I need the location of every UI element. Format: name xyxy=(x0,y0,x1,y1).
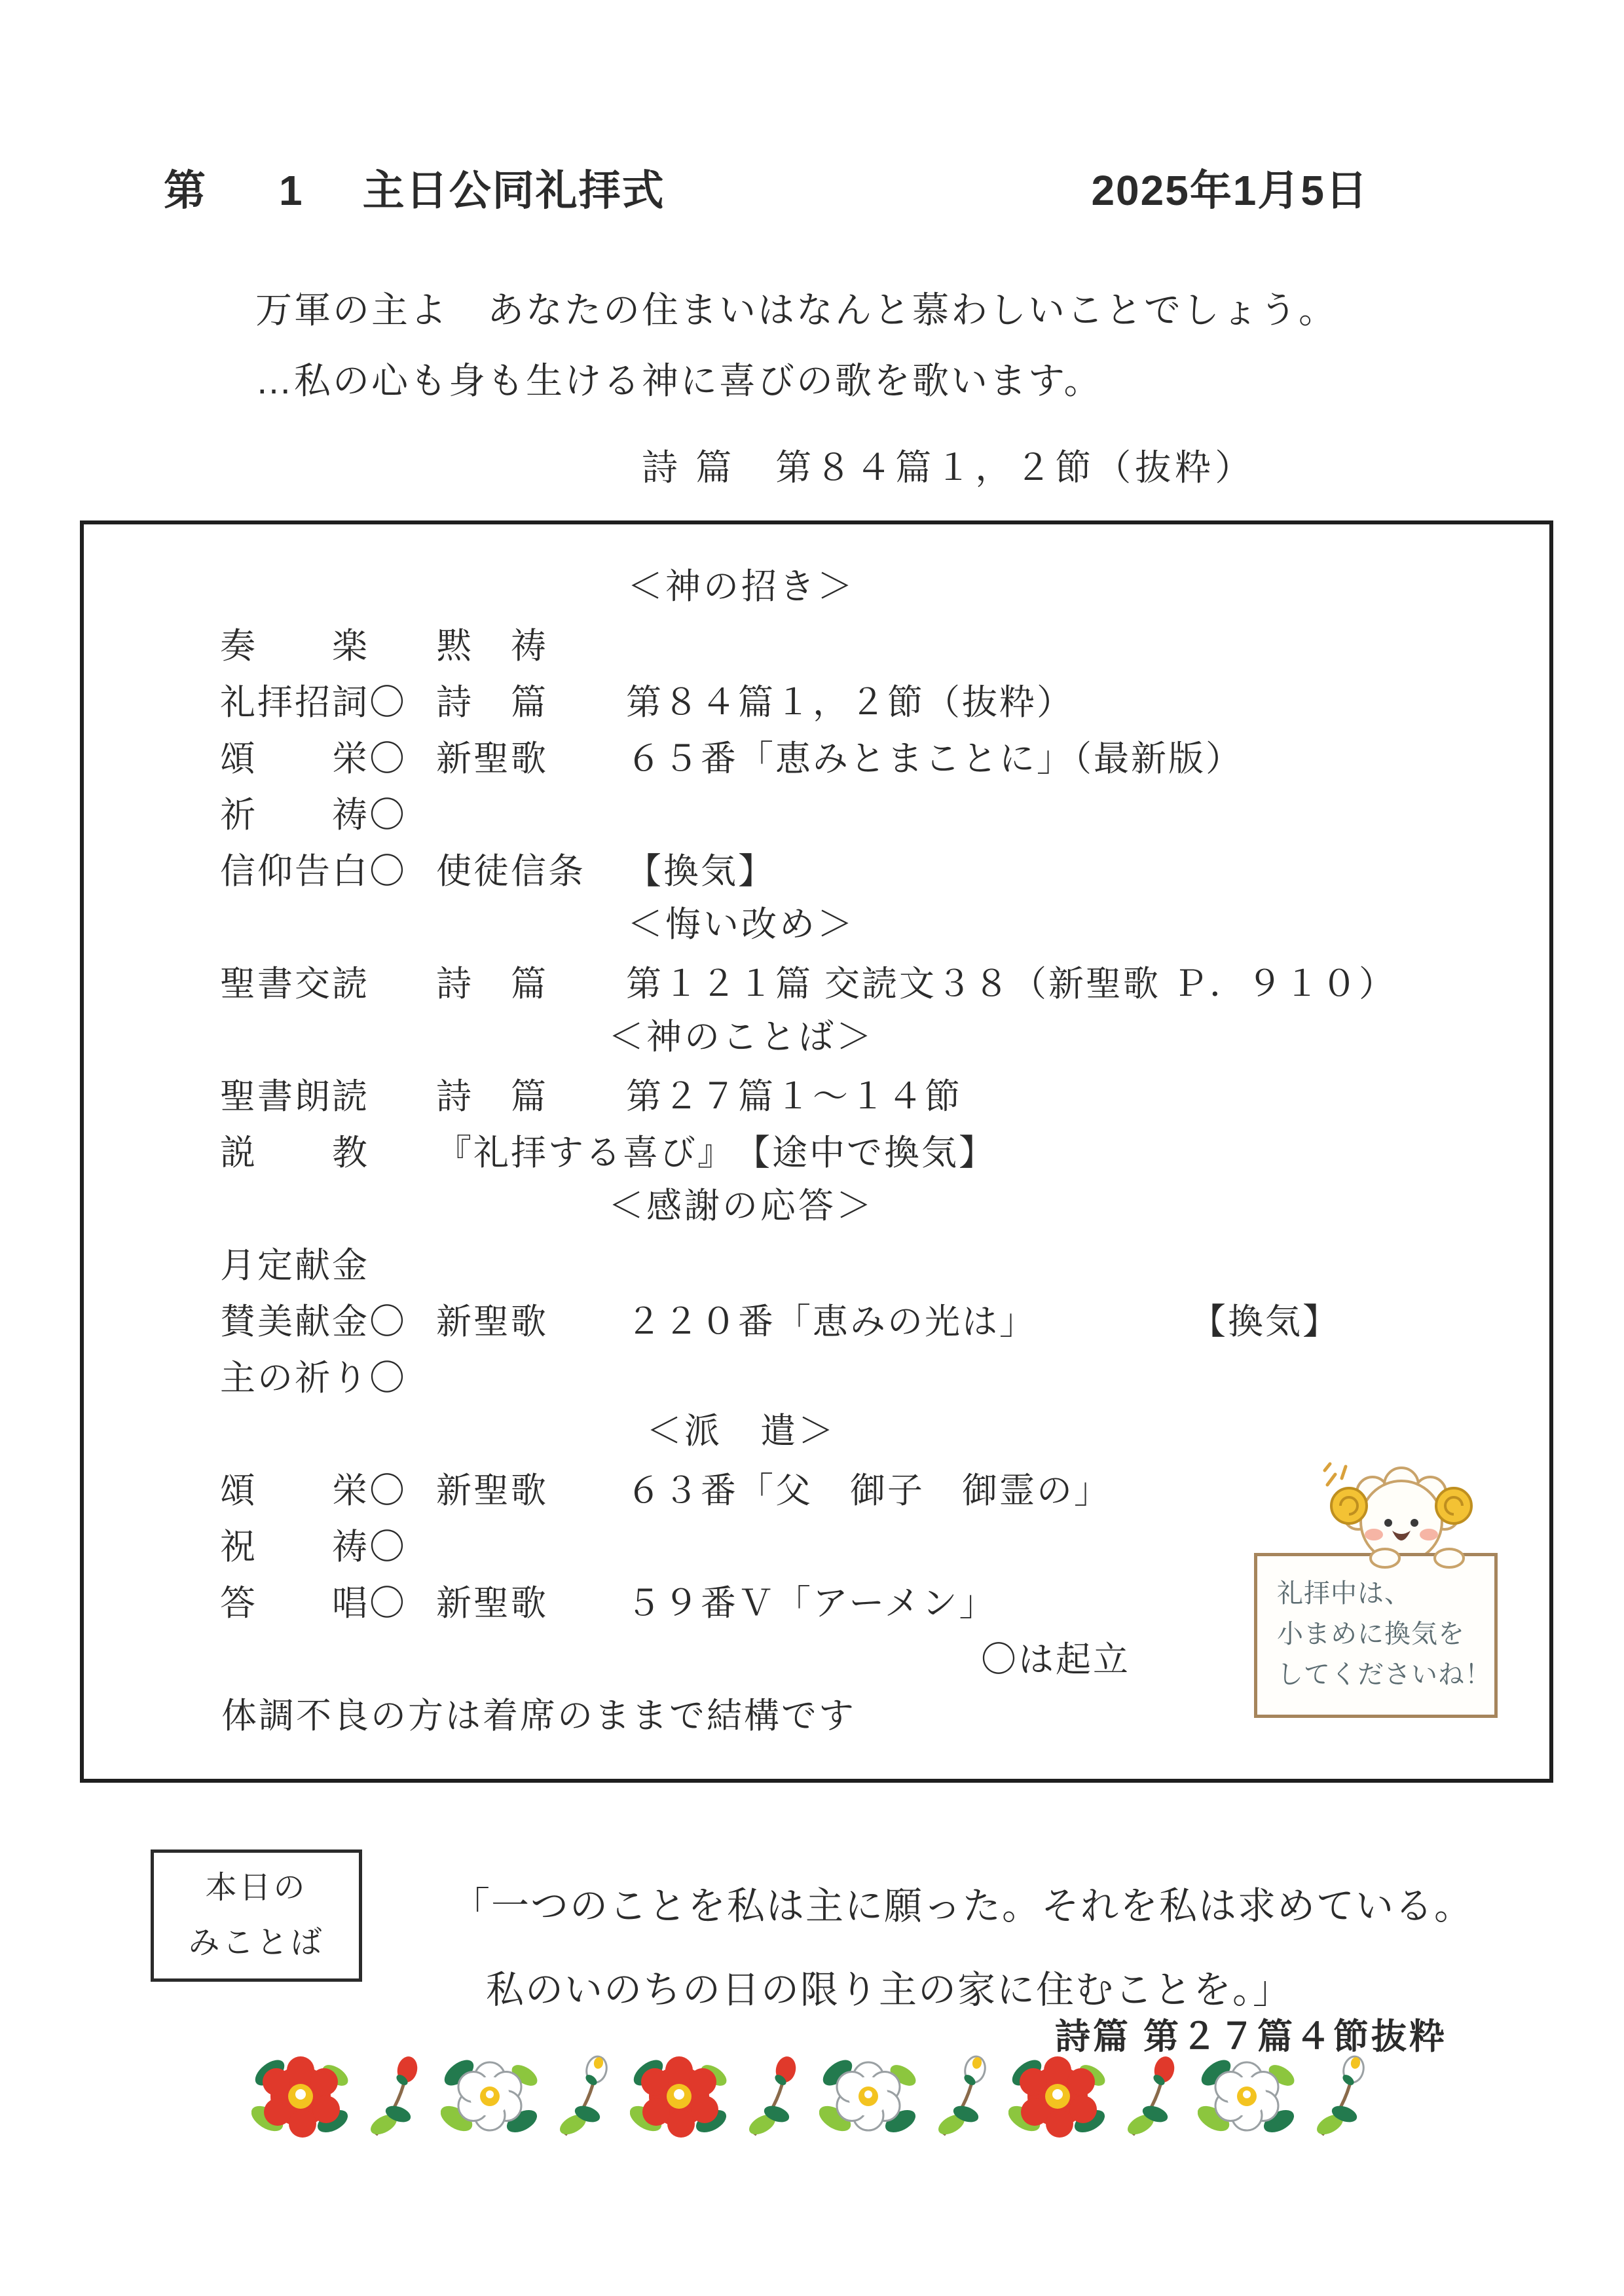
seated-note: 体調不良の方は着席のままで結構です xyxy=(221,1696,856,1736)
todays-word-label-line1: 本日の xyxy=(205,1870,308,1905)
order-row xyxy=(84,784,1549,840)
white-bud-icon xyxy=(553,2051,616,2143)
order-item-name: 祈 祷〇 xyxy=(220,795,407,835)
order-item-source: 使徒信条 xyxy=(436,851,585,891)
white-camellia-icon xyxy=(819,2048,917,2146)
order-row xyxy=(84,615,1549,671)
ventilation-sign-line3: してくださいね！ xyxy=(1277,1660,1492,1689)
order-item-name: 説 教 xyxy=(220,1133,369,1173)
flower-border xyxy=(0,2048,1624,2146)
todays-word-label-box xyxy=(151,1850,362,1982)
service-date: 2025年1月5日 xyxy=(1091,167,1369,214)
white-bud-icon xyxy=(1310,2051,1373,2143)
order-item-source: 『礼拝する喜び』 xyxy=(436,1133,735,1173)
order-item-name: 奏 楽 xyxy=(220,626,369,666)
order-item-note: 【換気】 xyxy=(1190,1302,1340,1341)
section-heading: ＜神の招き＞ xyxy=(627,567,855,606)
order-row xyxy=(84,671,1549,727)
todays-word-quote xyxy=(452,1865,1519,2032)
section-heading: ＜派 遣＞ xyxy=(646,1412,836,1451)
order-item-name: 聖書交読 xyxy=(220,964,369,1004)
sheep-hands-icon xyxy=(1365,1544,1470,1573)
order-item-detail: ５９番Ｖ「アーメン」 xyxy=(626,1583,997,1623)
ventilation-sign xyxy=(1254,1553,1498,1718)
order-item-source: 新聖歌 xyxy=(436,1302,548,1341)
order-item-source: 黙 祷 xyxy=(436,626,548,666)
todays-word-quote-line1: 「一つのことを私は主に願った。それを私は求めている。 xyxy=(452,1885,1474,1927)
order-item-detail: 第１２１篇 交読文３８（新聖歌 Ｐ．９１０） xyxy=(626,964,1397,1004)
order-row xyxy=(84,1234,1549,1290)
order-row xyxy=(84,953,1549,1009)
order-item-detail: 【途中で換気】 xyxy=(735,1133,996,1173)
order-item-name: 頌 栄〇 xyxy=(220,1470,407,1510)
todays-word-quote-line2: 私のいのちの日の限り主の家に住むことを。」 xyxy=(486,1969,1293,2011)
opening-quote xyxy=(255,275,1493,503)
header xyxy=(164,157,1369,217)
order-item-name: 月定献金 xyxy=(220,1245,369,1285)
order-item-source: 詩 篇 xyxy=(436,682,548,722)
section-heading: ＜悔い改め＞ xyxy=(627,905,855,944)
order-item-name: 信仰告白〇 xyxy=(220,851,407,891)
red-bud-icon xyxy=(1121,2051,1183,2143)
order-item-detail: 第８４篇１，２節（抜粋） xyxy=(626,682,1074,722)
order-item-name: 聖書朗読 xyxy=(220,1076,369,1116)
service-title-text: 主日公同礼拝式 xyxy=(362,167,665,214)
order-item-name: 礼拝招詞〇 xyxy=(220,682,407,722)
order-item-detail: ２２０番「恵みの光は」 xyxy=(626,1302,1037,1341)
order-row xyxy=(84,1347,1549,1403)
order-item-name: 祝 祷〇 xyxy=(220,1527,407,1567)
order-item-name: 主の祈り〇 xyxy=(220,1358,407,1398)
red-camellia-icon xyxy=(630,2048,728,2146)
white-bud-icon xyxy=(932,2051,994,2143)
red-camellia-icon xyxy=(251,2048,350,2146)
order-item-name: 頌 栄〇 xyxy=(220,738,407,778)
red-camellia-icon xyxy=(1008,2048,1107,2146)
service-number-prefix: 第 xyxy=(164,167,207,214)
order-item-detail: 第２７篇１～１４節 xyxy=(626,1076,962,1116)
ventilation-sign-line1: 礼拝中は、 xyxy=(1277,1579,1411,1608)
order-item-source: 詩 篇 xyxy=(436,1076,548,1116)
opening-quote-line2: …私の心も身も生ける神に喜びの歌を歌います。 xyxy=(255,360,1103,401)
order-item-source: 新聖歌 xyxy=(436,738,548,778)
order-item-source: 新聖歌 xyxy=(436,1470,548,1510)
red-bud-icon xyxy=(364,2051,426,2143)
red-bud-icon xyxy=(743,2051,805,2143)
order-row xyxy=(84,1121,1549,1178)
order-item-detail: ６３番「父 御子 御霊の」 xyxy=(626,1470,1111,1510)
ventilation-sign-line2: 小まめに換気を xyxy=(1277,1620,1465,1649)
white-camellia-icon xyxy=(1198,2048,1296,2146)
order-item-source: 新聖歌 xyxy=(436,1583,548,1623)
service-number: 1 xyxy=(279,167,304,214)
opening-quote-line1: 万軍の主よ あなたの住まいはなんと慕わしいことでしょう。 xyxy=(255,289,1337,331)
section-heading: ＜感謝の応答＞ xyxy=(608,1186,874,1226)
white-camellia-icon xyxy=(441,2048,539,2146)
order-item-name: 賛美献金〇 xyxy=(220,1302,407,1341)
todays-word-attribution: 詩篇 第２７篇４節抜粋 xyxy=(1054,2017,1447,2056)
order-item-source: 詩 篇 xyxy=(436,964,548,1004)
opening-quote-attribution: 詩 篇 第８４篇１，２節（抜粋） xyxy=(642,447,1255,488)
order-item-detail: ６５番「恵みとまことに」（最新版） xyxy=(626,738,1243,778)
service-title xyxy=(164,157,665,217)
order-row xyxy=(84,840,1549,896)
order-row xyxy=(84,1290,1549,1347)
section-heading: ＜神のことば＞ xyxy=(608,1017,874,1057)
order-row xyxy=(84,727,1549,784)
order-row xyxy=(84,1065,1549,1121)
todays-word-label-line2: みことば xyxy=(188,1925,325,1960)
standing-note: 〇は起立 xyxy=(981,1639,1130,1679)
order-item-detail: 【換気】 xyxy=(626,851,775,891)
order-item-name: 答 唱〇 xyxy=(220,1583,407,1623)
